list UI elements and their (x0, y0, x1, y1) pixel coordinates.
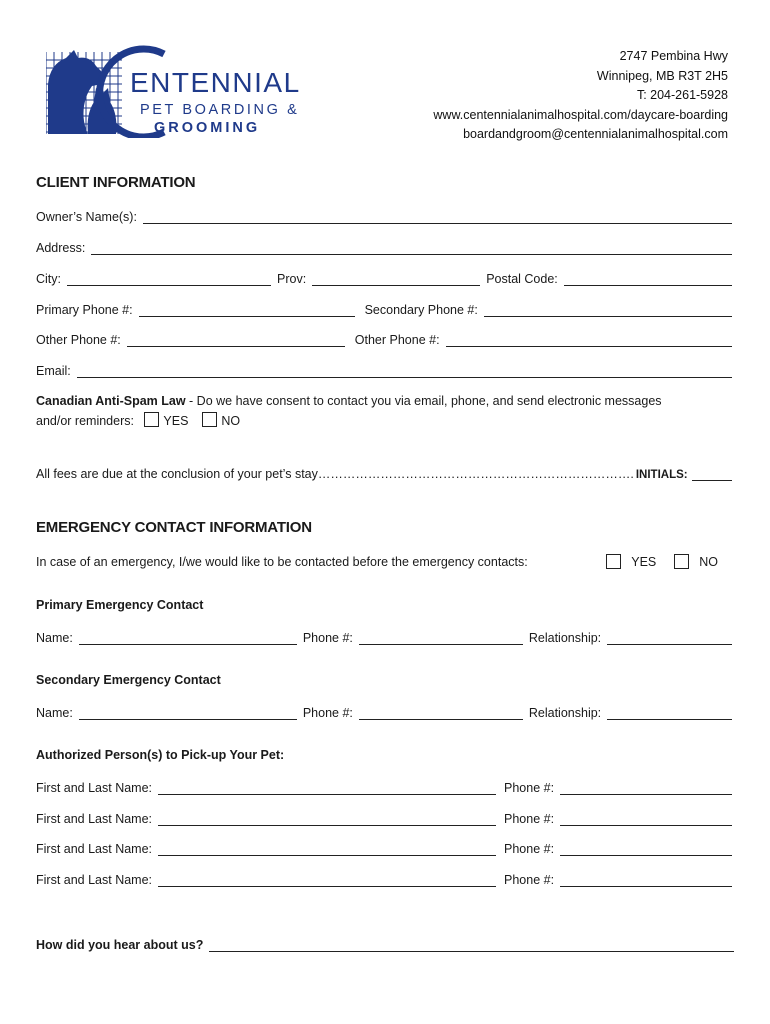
hear-about-us-field[interactable] (209, 937, 734, 952)
email-field[interactable] (77, 363, 732, 378)
emergency-no-label: NO (699, 555, 718, 569)
anti-spam-text: - Do we have consent to contact you via email, phone, and send electronic messages (185, 394, 662, 408)
pickup-phone-field[interactable] (560, 811, 732, 826)
clinic-address-block (433, 47, 728, 145)
address-row (36, 237, 732, 255)
secondary-relationship-field[interactable] (607, 705, 732, 720)
primary-phone-label: Primary Phone #: (36, 303, 133, 317)
secondary-phone-field[interactable] (484, 302, 732, 317)
email-label: Email: (36, 364, 71, 378)
pickup-phone-label: Phone #: (504, 842, 555, 856)
clinic-phone: T: 204-261-5928 (636, 88, 728, 102)
pickup-phone-label: Phone #: (504, 781, 555, 795)
pickup-name-label: First and Last Name: (36, 873, 153, 887)
anti-spam-text-2: and/or reminders: (36, 414, 134, 428)
address-label: Address: (36, 241, 86, 255)
other-phone-field-1[interactable] (127, 332, 345, 347)
city-field[interactable] (67, 271, 271, 286)
secondary-phone-field-ec[interactable] (359, 705, 523, 720)
primary-phone-label-ec: Phone #: (302, 631, 353, 645)
pickup-phone-label: Phone #: (504, 812, 555, 826)
other-phone-field-2[interactable] (446, 332, 732, 347)
spam-yes-label: YES (163, 414, 189, 428)
emergency-consent-text: In case of an emergency, I/we would like to be contacted before the emergency contacts: (36, 555, 528, 569)
svg-text:GROOMING: GROOMING (154, 120, 261, 136)
primary-emergency-row (36, 627, 732, 645)
other-phone-row (36, 329, 732, 347)
fees-row (36, 463, 732, 481)
phone-row (36, 299, 732, 317)
anti-spam-consent (36, 391, 726, 431)
owners-name-row (36, 206, 732, 224)
initials-field[interactable] (692, 466, 732, 481)
postal-code-label: Postal Code: (486, 272, 558, 286)
street-address: 2747 Pembina Hwy (619, 49, 728, 63)
primary-phone-field[interactable] (139, 302, 355, 317)
client-info-title: CLIENT INFORMATION (36, 174, 196, 191)
secondary-relationship-label: Relationship: (528, 706, 602, 720)
pickup-row (36, 808, 732, 826)
secondary-emergency-title: Secondary Emergency Contact (36, 673, 221, 687)
pickup-row (36, 869, 732, 887)
pickup-name-field[interactable] (158, 780, 496, 795)
pickup-title: Authorized Person(s) to Pick-up Your Pet: (36, 748, 285, 762)
primary-name-field[interactable] (79, 630, 297, 645)
prov-field[interactable] (312, 271, 480, 286)
other-phone-label-2: Other Phone #: (354, 333, 440, 347)
secondary-name-label: Name: (36, 706, 73, 720)
pickup-row (36, 838, 732, 856)
pickup-name-field[interactable] (158, 811, 496, 826)
email-row (36, 360, 732, 378)
spam-no-checkbox[interactable] (202, 412, 217, 427)
fees-text: All fees are due at the conclusion of your pet’s stay…………………………………………………………………. (36, 467, 634, 481)
other-phone-label-1: Other Phone #: (36, 333, 121, 347)
clinic-email[interactable]: boardandgroom@centennialanimalhospital.com (463, 127, 728, 141)
clinic-website[interactable]: www.centennialanimalhospital.com/daycare-boarding (433, 107, 728, 122)
svg-text:PET BOARDING &: PET BOARDING & (140, 102, 300, 118)
pickup-phone-field[interactable] (560, 841, 732, 856)
owners-name-field[interactable] (143, 209, 732, 224)
pickup-name-field[interactable] (158, 841, 496, 856)
pickup-phone-field[interactable] (560, 780, 732, 795)
secondary-phone-label-ec: Phone #: (302, 706, 353, 720)
secondary-name-field[interactable] (79, 705, 297, 720)
emergency-title: EMERGENCY CONTACT INFORMATION (36, 519, 312, 536)
primary-phone-field-ec[interactable] (359, 630, 523, 645)
initials-label: INITIALS: (635, 469, 688, 481)
prov-label: Prov: (277, 272, 307, 286)
spam-no-label: NO (221, 414, 241, 428)
city-label: City: (36, 272, 61, 286)
pickup-name-label: First and Last Name: (36, 812, 153, 826)
secondary-phone-label: Secondary Phone #: (364, 303, 478, 317)
emergency-no-checkbox[interactable] (674, 554, 689, 569)
emergency-yes-checkbox[interactable] (606, 554, 621, 569)
primary-relationship-label: Relationship: (528, 631, 602, 645)
owners-name-label: Owner’s Name(s): (36, 210, 137, 224)
emergency-consent-row (36, 551, 732, 569)
address-field[interactable] (91, 240, 732, 255)
pickup-phone-field[interactable] (560, 872, 732, 887)
primary-name-label: Name: (36, 631, 73, 645)
postal-code-field[interactable] (564, 271, 732, 286)
pickup-name-field[interactable] (158, 872, 496, 887)
pickup-name-label: First and Last Name: (36, 781, 153, 795)
pickup-row (36, 777, 732, 795)
pickup-name-label: First and Last Name: (36, 842, 153, 856)
secondary-emergency-row (36, 702, 732, 720)
hear-about-us-label: How did you hear about us? (36, 938, 204, 952)
primary-relationship-field[interactable] (607, 630, 732, 645)
pickup-phone-label: Phone #: (504, 873, 555, 887)
city-row (36, 268, 732, 286)
anti-spam-title: Canadian Anti-Spam Law (36, 394, 186, 408)
primary-emergency-title: Primary Emergency Contact (36, 598, 204, 612)
svg-text:ENTENNIAL: ENTENNIAL (130, 67, 301, 98)
hear-about-us-row (36, 934, 734, 952)
spam-yes-checkbox[interactable] (144, 412, 159, 427)
city-address: Winnipeg, MB R3T 2H5 (596, 68, 728, 83)
emergency-yes-label: YES (631, 555, 657, 569)
centennial-logo (44, 44, 312, 138)
